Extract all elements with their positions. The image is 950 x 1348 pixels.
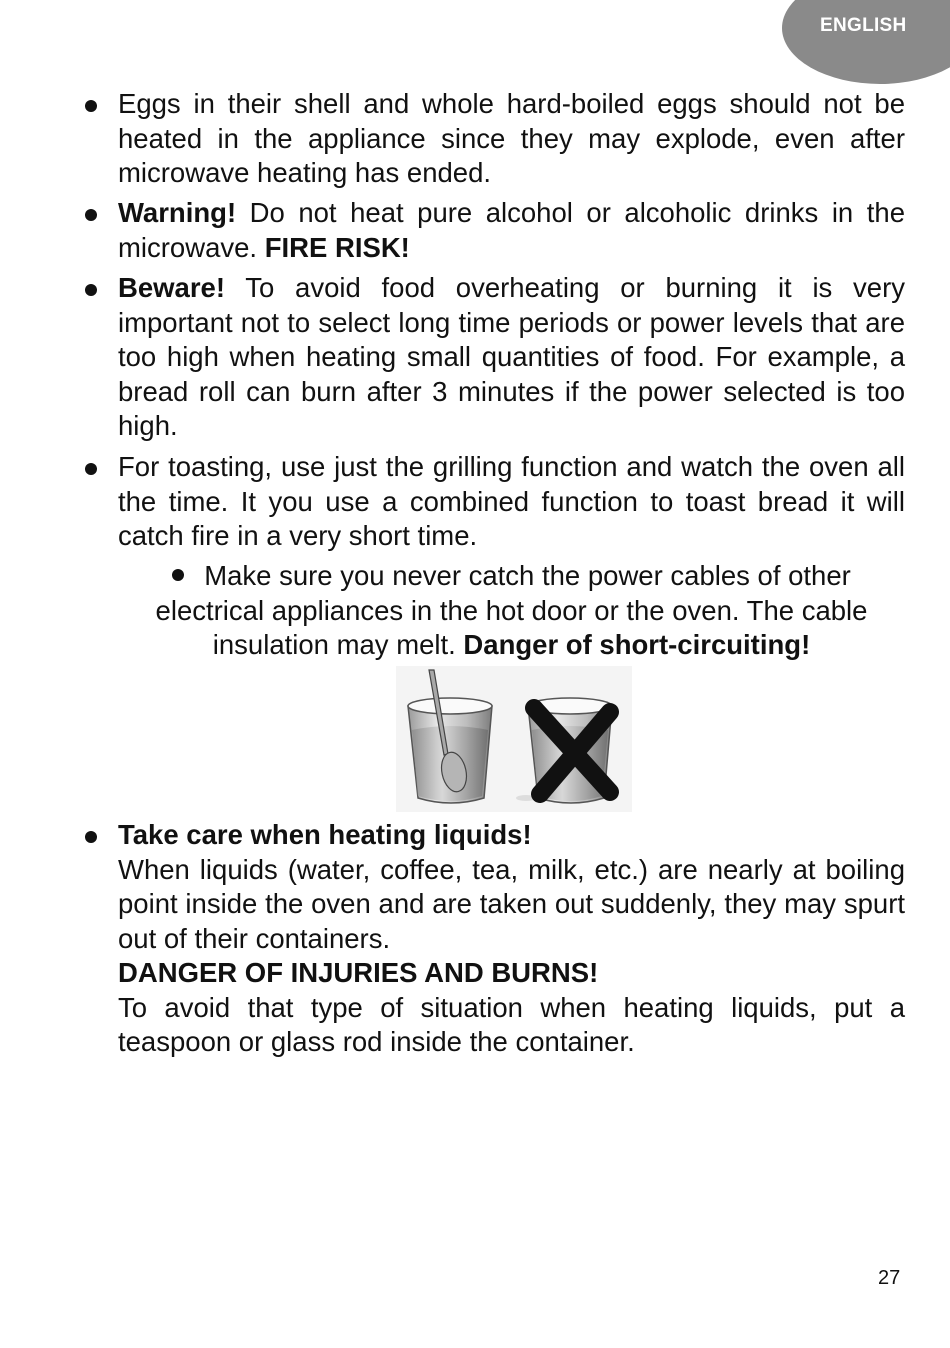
item-danger: DANGER OF INJURIES AND BURNS! bbox=[118, 957, 599, 988]
list-item-liquids bbox=[118, 818, 905, 1060]
bullet-icon bbox=[85, 100, 97, 112]
item-text: For toasting, use just the grilling function and watch the oven all the time. It you use a combined function to toast bread it will catch fire in a very short time. bbox=[118, 451, 905, 551]
liquid-heating-illustration bbox=[396, 666, 632, 812]
list-item-eggs bbox=[118, 87, 905, 191]
list-item-alcohol bbox=[118, 196, 905, 265]
item-lead: Warning! bbox=[118, 197, 237, 228]
item-lead: Beware! bbox=[118, 272, 225, 303]
item-title: Take care when heating liquids! bbox=[118, 819, 532, 850]
language-tab bbox=[782, 0, 950, 84]
bullet-icon bbox=[85, 463, 97, 475]
language-tab-label: ENGLISH bbox=[820, 15, 907, 36]
bullet-icon bbox=[85, 831, 97, 843]
bullet-icon bbox=[85, 284, 97, 296]
list-item-power-cables bbox=[118, 559, 905, 663]
page-number: 27 bbox=[878, 1267, 901, 1289]
bullet-icon bbox=[172, 569, 184, 581]
item-text: To avoid food overheating or burning it is very important not to select long time periods or power levels that are too high when heating small quantities of food. For example, a bread roll can burn after 3 minutes if the power selected is too high. bbox=[118, 272, 905, 441]
list-item-overheating bbox=[118, 271, 905, 444]
item-text: Make sure you never catch the power cables of other electrical appliances in the hot door or the oven. The cable insulation may melt. bbox=[155, 560, 868, 660]
item-text: To avoid that type of situation when heating liquids, put a teaspoon or glass rod inside the container. bbox=[118, 991, 905, 1057]
item-text: Do not heat pure alcohol or alcoholic drinks in the microwave. bbox=[118, 197, 905, 263]
bullet-icon bbox=[85, 209, 97, 221]
item-emphasis: Danger of short-circuiting! bbox=[463, 629, 811, 660]
glass-crossed-out-icon bbox=[528, 698, 612, 803]
item-text: Eggs in their shell and whole hard-boiled eggs should not be heated in the appliance since they may explode, even after microwave heating has ended. bbox=[118, 88, 905, 188]
list-item-toasting bbox=[118, 450, 905, 554]
item-emphasis: FIRE RISK! bbox=[264, 231, 410, 263]
item-text: When liquids (water, coffee, tea, milk, etc.) are nearly at boiling point inside the oven and are taken out suddenly, they may spurt out of their containers. bbox=[118, 853, 905, 954]
